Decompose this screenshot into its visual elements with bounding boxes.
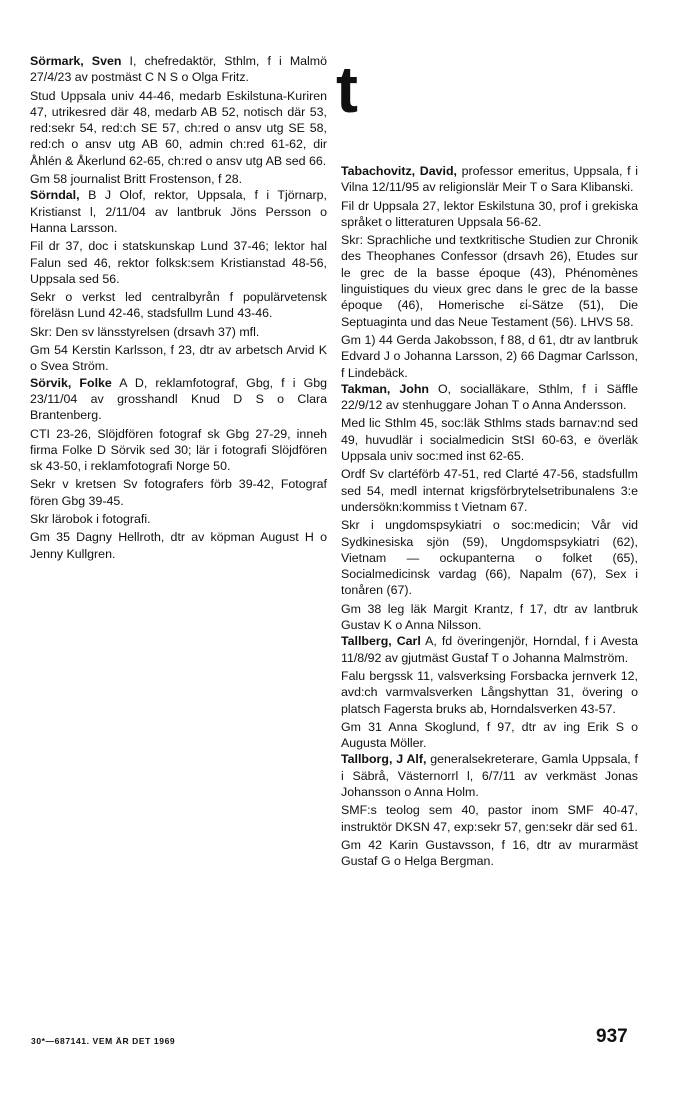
entry-text: generalsekreterare, Gamla Uppsala, f i Säbrå, Västernorrl l, 6/7/11 av verkmäst Jonas Johansson o Anna Holm.	[341, 752, 638, 799]
entry-name: Tabachovitz, David,	[341, 164, 457, 178]
entry-paragraph	[30, 324, 327, 340]
entry-text: Skr i ungdomspsykiatri o soc:medicin; Vår vid Sydkinesiska sjön (59), Ungdomspsykiatri (62), Vietnam — ockupanterna o folket (65), Socialmedicinsk vardag (66), Napalm (67), Sex i tonåren (67).	[341, 518, 638, 598]
entry-intro	[30, 187, 327, 236]
footer-imprint: 30*—687141. VEM ÄR DET 1969	[31, 1036, 176, 1046]
entry-name: Sörvik, Folke	[30, 375, 112, 390]
entry-text: Skr lärobok i fotografi.	[30, 512, 151, 527]
entry-name: Tallborg, J Alf,	[341, 752, 427, 767]
entry-paragraph	[341, 415, 638, 464]
entry-text: Gm 31 Anna Skoglund, f 97, dtr av ing Erik S o Augusta Möller.	[341, 719, 638, 751]
biography-entry	[341, 381, 638, 633]
entry-name: Sörmark, Sven	[30, 54, 122, 68]
entry-intro	[341, 633, 638, 666]
entry-paragraph	[341, 668, 638, 717]
biography-entry	[341, 633, 638, 751]
entry-paragraph	[341, 719, 638, 752]
entry-paragraph	[341, 837, 638, 870]
entry-text: O, socialläkare, Sthlm, f i Säffle 22/9/12 av stenhuggare Johan T o Anna Andersson.	[341, 381, 638, 413]
entry-intro	[30, 375, 327, 424]
entry-paragraph	[341, 232, 638, 330]
entry-text: Sekr v kretsen Sv fotografers förb 39-42, Fotograf fören Gbg 39-45.	[30, 477, 327, 508]
entry-text: Falu bergssk 11, valsverksing Forsbacka jernverk 12, avd:ch varmvalsverken Långshyttan 31, övering o platsch Fagersta bruks ab, Horndalsverken 43-57.	[341, 668, 638, 716]
entry-intro	[341, 381, 638, 414]
entry-paragraph	[341, 198, 638, 231]
entry-paragraph	[341, 601, 638, 634]
entry-name: Takman, John	[341, 381, 429, 396]
entry-text: Ordf Sv clartéförb 47-51, red Clarté 47-56, stadsfullm sed 54, medl internat krigsförbrytelsetribunalens 3:e undersökn:kommiss t Vietnam 67.	[341, 467, 638, 514]
biography-entry	[30, 375, 327, 562]
entry-text: Gm 1) 44 Gerda Jakobsson, f 88, d 61, dtr av lantbruk Edvard J o Johanna Larsson, 2) 66 Dagmar Carlsson, f Lindebäck.	[341, 332, 638, 380]
entry-text: Skr: Den sv länsstyrelsen (drsavh 37) mfl.	[30, 324, 260, 339]
entry-text: I, chefredaktör, Sthlm, f i Malmö 27/4/23 av postmäst C N S o Olga Fritz.	[30, 54, 327, 85]
entry-text: Stud Uppsala univ 44-46, medarb Eskilstuna-Kuriren 47, utrikesred där 48, medarb AB 52, notisch där 53, red:sekr 54, red:ch SE 57, ch:red o ansv utg SE 58, red:ch o ansv utg AB 60, admin ch:red 61-62, dir Åhlén & Åkerlund 62-65, ch:red o ansv utg AB sed 66.	[30, 88, 327, 168]
entry-paragraph	[30, 289, 327, 322]
biography-entry	[341, 163, 638, 381]
entry-intro	[341, 163, 638, 196]
entry-text: Fil dr 37, doc i statskunskap Lund 37-46; lektor hal Falun sed 46, rektor folksk:sem Kristianstad 48-56, Uppsala sed 56.	[30, 239, 327, 286]
entry-text: Gm 42 Karin Gustavsson, f 16, dtr av murarmäst Gustaf G o Helga Bergman.	[341, 837, 638, 869]
entry-text: professor emeritus, Uppsala, f i Vilna 12/11/95 av religionslär Meir T o Sara Klibanski.	[341, 164, 638, 195]
entry-text: Gm 54 Kerstin Karlsson, f 23, dtr av arbetsch Arvid K o Svea Ström.	[30, 343, 327, 374]
entry-text: Gm 58 journalist Britt Frostenson, f 28.	[30, 172, 243, 187]
entry-intro	[341, 751, 638, 800]
entry-text: Fil dr Uppsala 27, lektor Eskilstuna 30, prof i grekiska språket o litteraturen Uppsala 56-62.	[341, 198, 638, 229]
page-number: 937	[596, 1026, 628, 1047]
entry-paragraph	[341, 802, 638, 835]
entry-text: A, fd överingenjör, Horndal, f i Avesta 11/8/92 av gjutmäst Gustaf T o Johanna Malmström.	[341, 634, 639, 665]
biography-entry	[30, 53, 327, 187]
entry-paragraph	[30, 342, 327, 375]
left-column	[30, 53, 327, 562]
entry-paragraph	[341, 332, 638, 381]
entry-name: Tallberg, Carl	[341, 634, 421, 649]
entry-name: Sörndal,	[30, 188, 80, 203]
entry-text: Gm 35 Dagny Hellroth, dtr av köpman August H o Jenny Kullgren.	[30, 530, 327, 561]
entry-text: Skr: Sprachliche und textkritische Studien zur Chronik des Theophanes Confessor (drsavh 26), Etudes sur le grec de la basse époque (43), Phénomènes linguistiques du vieux grec dans le grec de la basse époque (46), Homerische εἰ-Sätze (51), Die Septuaginta und das Neue Testament (56). LHVS 58.	[341, 233, 638, 329]
section-letter: t	[336, 52, 358, 126]
entry-text: Gm 38 leg läk Margit Krantz, f 17, dtr av lantbruk Gustav K o Anna Nilsson.	[341, 601, 638, 633]
entry-intro	[30, 53, 327, 86]
entry-paragraph	[30, 476, 327, 509]
entry-paragraph	[30, 511, 327, 527]
entry-paragraph	[30, 426, 327, 475]
entry-text: SMF:s teolog sem 40, pastor inom SMF 40-47, instruktör DKSN 47, exp:sekr 57, gen:sekr där sed 61.	[341, 803, 638, 834]
entry-text: Med lic Sthlm 45, soc:läk Sthlms stads barnav:nd sed 49, huvudlär i socialmedicin StSI 60-63, e överläk Uppsala univ soc:med inst 62-65.	[341, 416, 638, 464]
entry-paragraph	[30, 238, 327, 287]
entry-text: B J Olof, rektor, Uppsala, f i Tjörnarp, Kristianst l, 2/11/04 av lantbruk Jöns Persson o Hanna Larsson.	[30, 188, 327, 235]
biography-entry	[341, 751, 638, 869]
entry-paragraph	[30, 88, 327, 169]
entry-text: CTI 23-26, Slöjdfören fotograf sk Gbg 27-29, inneh firma Folke D Sörvik sed 30; lär i fotografi Slöjdfören sk 43-50, i reklamfotografi Norge 50.	[30, 426, 327, 474]
entry-text: A D, reklamfotograf, Gbg, f i Gbg 23/11/04 av grosshandl Knud D S o Clara Brantenberg.	[30, 375, 327, 423]
entry-paragraph	[30, 171, 327, 187]
entry-paragraph	[30, 529, 327, 562]
entry-paragraph	[341, 466, 638, 515]
right-column	[341, 163, 638, 869]
biography-entry	[30, 187, 327, 374]
entry-text: Sekr o verkst led centralbyrån f populärvetensk föreläsn Lund 42-46, stadsfullm Lund 43-46.	[30, 290, 327, 321]
entry-paragraph	[341, 517, 638, 598]
